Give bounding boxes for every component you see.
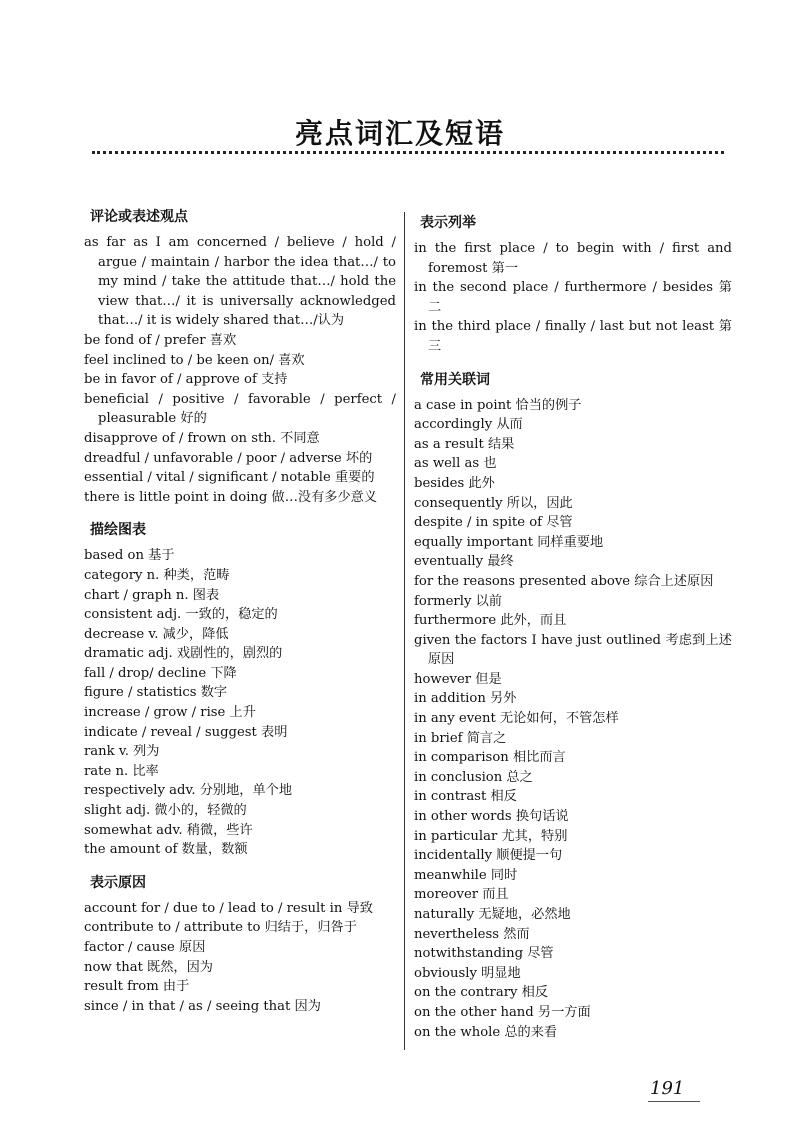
vocab-entry: in comparison 相比而言 [414, 750, 566, 766]
vocab-entry: slight adj. 微小的，轻微的 [84, 803, 247, 819]
vocab-entry: notwithstanding 尽管 [414, 946, 554, 962]
vocab-entry: there is little point in doing 做…没有多少意义 [84, 489, 378, 505]
vocab-entry: on the other hand 另一方面 [414, 1004, 591, 1020]
vocab-entry: obviously 明显地 [414, 965, 521, 981]
vocab-entry: based on 基于 [84, 548, 175, 564]
vocab-entry: incidentally 顺便提一句 [414, 848, 563, 864]
vocab-entry: essential / vital / significant / notable 重要的 [84, 470, 375, 486]
page-number: 191 [650, 1078, 685, 1099]
vocab-entry: since / in that / as / seeing that 因为 [84, 998, 321, 1014]
vocab-entry: be fond of / prefer 喜欢 [84, 332, 237, 348]
vocab-entry: in addition 另外 [414, 691, 517, 707]
vocab-entry: on the whole 总的来看 [414, 1024, 558, 1040]
section-heading: 表示列举 [420, 215, 476, 231]
vocab-entry: disapprove of / frown on sth. 不同意 [84, 430, 320, 446]
vocab-entry: in other words 换句话说 [414, 809, 569, 825]
vocab-section [84, 519, 396, 860]
section-heading: 评论或表述观点 [90, 209, 188, 225]
vocab-entry: fall / drop/ decline 下降 [84, 665, 237, 681]
vocab-entry: in brief 简言之 [414, 730, 507, 746]
vocab-entry: however 但是 [414, 671, 502, 687]
vocab-entry: category n. 种类，范畴 [84, 567, 230, 583]
vocab-section [84, 206, 396, 507]
vocab-entry: formerly 以前 [414, 593, 502, 609]
vocab-entry: as a result 结果 [414, 436, 515, 452]
vocab-entry: rate n. 比率 [84, 763, 159, 779]
vocab-entry: moreover 而且 [414, 887, 509, 903]
vocab-entry: somewhat adv. 稍微，些许 [84, 822, 253, 838]
vocab-entry: consistent adj. 一致的，稳定的 [84, 607, 278, 623]
vocab-entry: now that 既然，因为 [84, 959, 213, 975]
vocab-entry: in the first place / to begin with / first and foremost 第一 [414, 241, 732, 276]
vocab-entry: in the third place / finally / last but not least 第三 [414, 319, 732, 354]
vocab-section [84, 872, 396, 1017]
page-number-underline [648, 1101, 700, 1102]
vocab-entry: despite / in spite of 尽管 [414, 515, 573, 531]
vocab-entry: the amount of 数量，数额 [84, 842, 248, 858]
vocab-entry: rank v. 列为 [84, 744, 160, 760]
vocab-entry: factor / cause 原因 [84, 940, 206, 955]
vocab-entry: dramatic adj. 戏剧性的，剧烈的 [84, 646, 283, 662]
vocab-entry: naturally 无疑地，必然地 [414, 907, 571, 922]
vocab-entry: in contrast 相反 [414, 789, 517, 805]
column-divider [404, 212, 405, 1050]
vocab-entry: be in favor of / approve of 支持 [84, 372, 288, 388]
vocab-entry: indicate / reveal / suggest 表明 [84, 724, 288, 740]
vocab-entry: account for / due to / lead to / result in 导致 [84, 900, 373, 916]
vocab-entry: in the second place / furthermore / besides 第二 [414, 280, 732, 315]
section-heading: 表示原因 [90, 874, 146, 891]
vocab-entry: furthermore 此外，而且 [414, 613, 567, 629]
vocab-entry: accordingly 从而 [414, 417, 523, 433]
vocab-entry: on the contrary 相反 [414, 985, 549, 1001]
vocab-entry: consequently 所以，因此 [414, 495, 573, 511]
vocab-entry: result from 由于 [84, 979, 190, 995]
vocab-entry: increase / grow / rise 上升 [84, 705, 256, 721]
vocab-entry: in conclusion 总之 [414, 769, 533, 785]
vocab-entry: contribute to / attribute to 归结于，归咎于 [84, 920, 357, 936]
vocab-entry: respectively adv. 分别地，单个地 [84, 783, 293, 799]
vocab-entry: nevertheless 然而 [414, 926, 530, 942]
vocab-entry: a case in point 恰当的例子 [414, 397, 582, 413]
vocab-entry: beneficial / positive / favorable / perfect / pleasurable 好的 [84, 391, 396, 427]
vocab-section [414, 369, 732, 1043]
vocab-entry: eventually 最终 [414, 554, 514, 570]
section-heading: 常用关联词 [420, 371, 490, 388]
vocab-entry: dreadful / unfavorable / poor / adverse 坏的 [84, 450, 373, 466]
vocab-entry: besides 此外 [414, 475, 495, 491]
vocab-entry: figure / statistics 数字 [84, 685, 228, 701]
section-heading: 描绘图表 [90, 522, 146, 539]
page-title: 亮点词汇及短语 [294, 117, 505, 150]
vocab-entry: as far as I am concerned / believe / hold / argue / maintain / harbor the idea that…/ to my mind / take the attitude that…/ hold the view that…/ it is universally acknowledged that…/ it is widely shared that…/认为 [84, 235, 396, 329]
vocab-entry: as well as 也 [414, 456, 497, 472]
vocab-entry: equally important 同样重要地 [414, 534, 604, 550]
vocab-entry: chart / graph n. 图表 [84, 587, 220, 603]
vocab-entry: given the factors I have just outlined 考虑到上述原因 [414, 632, 732, 668]
vocab-entry: for the reasons presented above 综合上述原因 [414, 573, 714, 589]
vocab-entry: feel inclined to / be keen on/ 喜欢 [84, 352, 305, 368]
right-column [414, 212, 732, 1042]
vocab-entry: in any event 无论如何，不管怎样 [414, 711, 619, 727]
left-column [84, 206, 396, 1016]
vocab-entry: in particular 尤其，特别 [414, 828, 568, 844]
vocab-section [414, 212, 732, 357]
vocab-entry: meanwhile 同时 [414, 867, 518, 883]
vocab-entry: decrease v. 减少，降低 [84, 626, 229, 642]
dotted-divider [92, 151, 724, 154]
